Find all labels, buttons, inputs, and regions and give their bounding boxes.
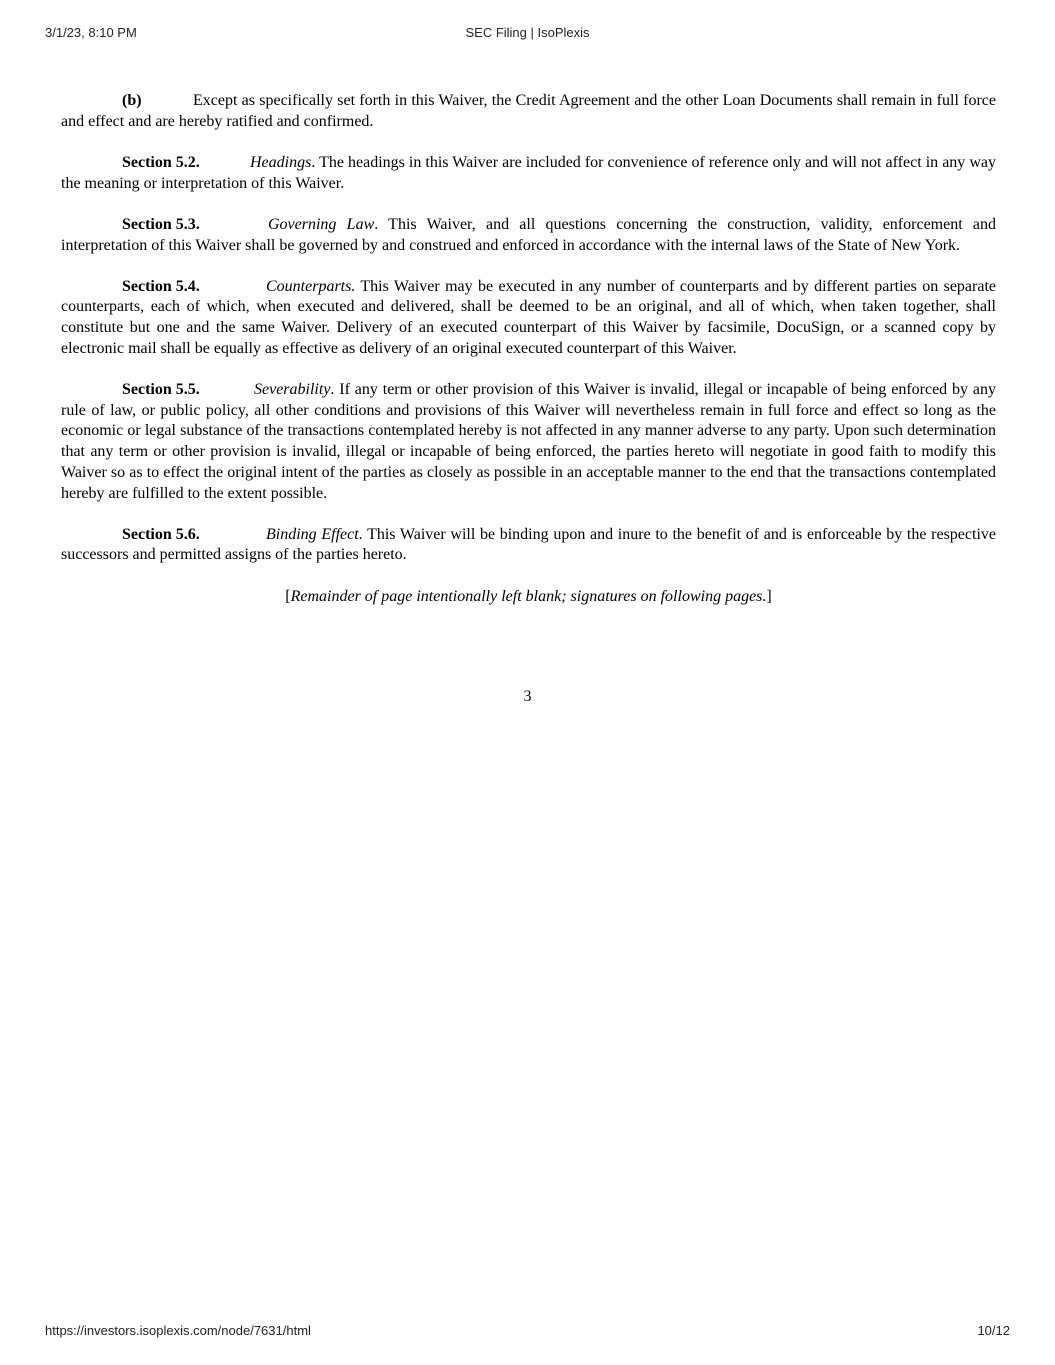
paragraph-b <box>61 91 996 132</box>
section-number: Section 5.2. <box>122 153 200 171</box>
paragraph-number: (b) <box>122 92 142 109</box>
section-number: Section 5.4. <box>122 277 200 295</box>
section-5-5 <box>61 380 996 504</box>
section-text: . If any term or other provision of this Waiver is invalid, illegal or incapable of being enforced by any rule of law, or public policy, all other conditions and provisions of this Waiver will nevertheless remain in full force and effect so long as the economic or legal substance of the transactions contemplated hereby is not affected in any manner adverse to any party. Upon such determination that any term or other provision is invalid, illegal or incapable of being enforced, the parties hereto will negotiate in good faith to modify this Waiver so as to effect the original intent of the parties as closely as possible in an acceptable manner to the end that the transactions contemplated hereby are fulfilled to the extent possible. <box>61 381 996 502</box>
section-text: . This Waiver will be binding upon and inure to the benefit of and is enforceable by the respective successors and permitted assigns of the parties hereto. <box>61 525 997 564</box>
section-5-4 <box>61 277 996 360</box>
section-title: Binding Effect <box>266 525 359 543</box>
bracket-open: [ <box>285 587 291 605</box>
section-5-6 <box>61 525 996 566</box>
paragraph-text: Except as specifically set forth in this Waiver, the Credit Agreement and the other Loan Documents shall remain in full force and effect and are hereby ratified and confirmed. <box>61 92 996 130</box>
section-number: Section 5.6. <box>122 525 200 543</box>
section-5-3 <box>61 215 996 256</box>
print-page-count: 10/12 <box>977 1323 1010 1338</box>
section-title: Governing Law <box>268 215 375 233</box>
section-text: . The headings in this Waiver are included for convenience of reference only and will not affect in any way the meaning or interpretation of this Waiver. <box>61 153 996 192</box>
remainder-note <box>61 587 996 608</box>
print-datetime: 3/1/23, 8:10 PM <box>45 25 137 40</box>
section-number: Section 5.3. <box>122 215 200 233</box>
remainder-note-text: Remainder of page intentionally left blank; signatures on following pages. <box>290 587 767 605</box>
print-footer <box>45 1323 1010 1341</box>
section-text: . This Waiver, and all questions concerning the construction, validity, enforcement and interpretation of this Waiver shall be governed by and construed and enforced in accordance with the internal laws of the State of New York. <box>61 215 996 254</box>
document-body <box>61 91 996 628</box>
print-page-title: SEC Filing | IsoPlexis <box>465 25 590 40</box>
print-url: https://investors.isoplexis.com/node/7631/html <box>45 1323 311 1338</box>
section-5-2 <box>61 153 996 194</box>
section-title: Counterparts. <box>266 277 356 295</box>
page-number: 3 <box>523 688 532 705</box>
section-title: Severability <box>254 381 331 399</box>
section-title: Headings <box>250 153 312 171</box>
print-header <box>45 25 1010 43</box>
bracket-close: ] <box>766 587 772 605</box>
section-number: Section 5.5. <box>122 381 200 399</box>
section-text: This Waiver may be executed in any number of counterparts and by different parties on separate counterparts, each of which, when executed and delivered, shall be deemed to be an original, and all of which, when taken together, shall constitute but one and the same Waiver. Delivery of an executed counterpart of this Waiver by facsimile, DocuSign, or a scanned copy by electronic mail shall be equally as effective as delivery of an original executed counterpart of this Waiver. <box>61 277 996 357</box>
